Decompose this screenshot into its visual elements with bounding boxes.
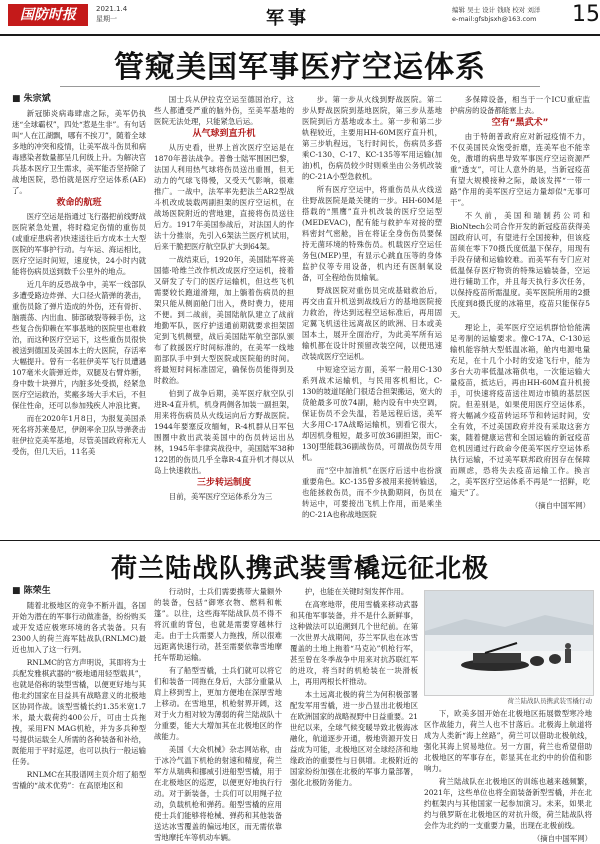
- article2-col2: [154, 586, 282, 842]
- snow-sled-photo: [424, 590, 594, 696]
- newspaper-logo: 国防时报: [8, 4, 88, 26]
- paragraph: 所有医疗空运中，将重伤员从火线送往野战医院是最关键的一步。HH-60M是搭载的“黑鹰”直升机改装的医疗空运型(MEDEVAC)，配有能与救护车对接的塑料密封气密舱，旨在将证全身伤伤员要保持无菌环境的特殊伤员。机载医疗空运任务包(MEP)里，有显示心跳血压等的身体监护仪等专用设备，机内还有医制氧设备，可全程给伤员输氧。: [302, 185, 442, 282]
- paragraph: 有了船型雪橇，士兵们就可以将它们和装备一同拖在身后，大部分重量从肩上移到雪上，更加方便地在深厚雪地上移动。在雪地里，机枪射界开阔，这对于火力相对较为薄弱的荷兰陆战队十分重要，能大大增加其在北极地区的作战能力。: [154, 666, 282, 741]
- paragraph: 医疗空运是指通过飞行器把前线野战医院紧急处置，将时稳定伤情的重伤员(或重症患病者)快速送往后方成本土大型医院的军事护行动。与车运、海运相比，医疗空运时间短，速度快，24小时内就能将伤病员送到数千公里外的地点。: [12, 212, 146, 276]
- headline-rule: [60, 86, 540, 87]
- masthead: [0, 0, 600, 36]
- paragraph: 伯到了战争后期，美军医疗航空队引进R-4直升机，机身两侧各加装一副担架，用来将伤病员从火线运向后方野战医院。1944年要塞反攻缅甸，R-4机群从日军包围圈中救出武装美国中的伤员转运出丛林，1945年非律宾战役中，美国陆军38种122团的伤员几乎全靠R-4直升机才得以从岛上快速救出。: [154, 389, 294, 475]
- paragraph: 野战医院对重伤员完成基础救治后，再交由直升机送到战线后方的基地医院接力救治，待达到远程空运标准后，再用固定翼飞机送往远离战区的欧洲、日本或美国本土，展开全面治疗，为此美军所有运输机都在设计时预留改装空间，以便迅速改装成医疗空运机。: [302, 286, 442, 361]
- paragraph: 本土远离北极的荷兰为何积极部署配发军用雪橇，进一步凸显出北极地区在欧洲国家的战略视野中日益重要。21世纪以来，全球气候变暖导致北极海冰融化，航道逐步开通，极地资源开发日益成为可能，北极地区对全球经济和地缘政治的重要性与日俱增。北极附近的国家纷纷加强在北极的军事力量部署，强化北极防务能力。: [290, 690, 418, 787]
- page-number: 15: [572, 2, 600, 27]
- section-title: 军事: [266, 8, 310, 29]
- paragraph: 国士兵从伊拉克空运至德国治疗，这些人都遭受严重的脑外伤，至美军基地的医院无法处理，只能紧急后运。: [154, 95, 294, 126]
- paragraph: 理论上，美军医疗空运机群恰恰能满足考制的运输要求。像C-17A、C-130运输机能容纳大型低温冰箱，舱内电源电量充足，在十几个小时的安途飞行中，能为多台大功率低温冰箱供电，一次能运输大量疫苗，抵达后，再由HH-60M直升机接手，可快速将疫苗送往周边市镇的基层医院。但差别是，如果使用医疗空运体系，将大幅减少疫苗转运环节和转运时间，安全有效，不过美国政府并没有采取这套方案，随着健康运营和全国运输的新冠疫苗危机因通过行政命令使美军医疗空运体系执行运输，不过美军联邦政府因存在保障而顾虑，恐将失去疫苗运输工作。换言之，美军医疗空运体系不再是“一招鲜，吃遍天”了。: [450, 323, 590, 497]
- issue-weekday: 星期一: [96, 15, 117, 23]
- paragraph: 而“空中加油机”在医疗后送中也扮演重要角色。KC-135曾多被用来接转输送，也能拯救伤员，而不少执勤期间，伤员在转运中，可要接出飞机上作用，而是乘坐的C-21A也称战地医院: [302, 466, 442, 519]
- article1-col1: [12, 94, 146, 534]
- article1-col4: [450, 94, 590, 534]
- article2-author: ■ 陈荣生: [12, 586, 51, 596]
- article2-col1: [12, 586, 146, 824]
- paragraph: 荷兰陆战队在北极地区的训练也越来越频繁，2021年，这些单位也将全面装备新型雪橇，并在北约框架内与其他国家一起参加演习。未来，如果北约与俄罗斯在北极地区的对抗升级，荷兰陆战队将会作为北约的一支重要力量，出现在北极前线。: [424, 777, 592, 830]
- paragraph: 近几年的反恐战争中，美军一线部队多遭受路边炸弹、大口径火箭弹的袭击，重伤员除了弹片造成的外伤，还有骨折、脑震荡、内出血、肺部破裂等棘手伤，这些复合伤仰赖在军事基地的医院里也难救治，而这种医疗空运下，这些重伤员很快被送到德国及美国本土的大医院，存活率大幅提升。曾有一名驻伊美军飞行员遭遇107毫米火箭弹近炸，双腿及右臂炸断，身中数十块弹片，内脏多处受损，经紧急医疗空运救治，奖瘢多场大手术后，不但保住性命，还可以参加残疾人冲浪比赛。: [12, 280, 146, 410]
- paragraph: 美国《大众机械》杂志网站称，由于冰冷气温下机枪的射速和精度，荷兰军方从瑞典和挪威引进船型雪橇，用于在北极地区的巡逻，以便更好地执行行动。对于新装备，士兵们可以用绳子拉动，负载机枪和弹药。船型雪橇的应用使士兵们能够将枪械、弹药和其他装备送达冰雪覆盖的偏远地区，而无需依靠雪地摩托车等机动车辆。: [154, 745, 282, 842]
- editor-credits: [452, 6, 572, 24]
- paragraph: 下，欧美多国开始在北极地区拓展微型寒冷地区作战能力，荷兰人也不甘落后。北极海上航道将成为人类新“海上丝路”，荷兰可以借助北极航线，强化其海上贸易地位。另一方面，荷兰也希望借助北极地区的军事存在，彰显其在北约中的价值和影响力。: [424, 709, 592, 773]
- paragraph: 目前，美军医疗空运体系分为三: [168, 492, 273, 501]
- source-note: （摘自中国军网）: [532, 834, 592, 843]
- paragraph: 从历史看，世界上首次医疗空运是在1870年普法战争。普鲁士陆军围困巴黎，法国人利用热气球将伤员送出重围，但无动力的气球飞得慢，又受天气影响，很难推广。一战中，法军率先把法兰AR2型战斗机改成装载两副担架的医疗空运机，在战场医院附近的营地建，直接将伤员送往后方。1917年美国参战后，对法国人的作法十分推崇，先引入6架法兰医疗机试用，后来干脆把医疗航空队扩大到64架。: [154, 143, 294, 251]
- paragraph: 而在2020年1月8日，为报复美国杀死名将苏莱曼尼，伊朗率余卫队导弹袭击驻伊拉克美军基地，尽管美国政府称无人受伤，但几天后，11名美: [12, 414, 146, 456]
- paragraph: 不久前，美国和瑞制药公司和BioNtech公司合作开发的新冠疫苗获得美国政府认可，有望进行全国接种，但该疫苗须在零下70摄氏度低温下保存，用现有手段存储和运输较难。而美军有专门应对低温保存医疗物资的特殊运输装备，空运进行辅助工作，并且每天执行多次任务，以保持疫苗所需温度。美军医院所用的2摄氏度到8摄氏度的冰箱里，疫苗只能保存5天。: [450, 211, 590, 319]
- subhead: 从气球到直升机: [192, 129, 256, 139]
- paragraph: 一战结束后，1920年，美国陆军将美国德·哈维兰改作机改成医疗空运机，接着又研发了专门的医疗运输机，但这些飞机需要较长跑道滑翔，加上躺着伤病员的担架只能从侧面舱门出入，费时费力，使用不便。到二战前，美国陆航队建立了战前地勤军队，医疗护送通前期就要求担架固定到飞机侧壁，战后美国陆军航空部队颁布了救援医疗时间标准的，在美军一线地面部队手中到大型医院或医院船的时间。将最短时间标准固定，确保伤员能得到及时救治。: [154, 255, 294, 385]
- date-block: [96, 4, 127, 24]
- article-divider: [0, 540, 600, 541]
- paragraph: 新冠肺炎病毒肆虐之际，美军仍执迷“全球霸权”，四处“惹是生非”。有句话叫“人在江湖飘，哪有不挨刀”，随着全球多地的冲突和疫情，让美军战斗伤员和病毒感染者数量都呈几何级上升。为解决官兵基本医疗卫生需求，美军能否坚持除了战地医院，恐怕就是医疗空运体系(AE)了。: [12, 109, 146, 195]
- article2-col3: [290, 586, 418, 824]
- paragraph: 中短途空运方面，美军一般用C-130系列战术运输机，与民用客机相比，C-130的坡道尾舱门很适合担架搬运，宽大的货舱最多可放74副，舱内设有中央空调，保证伤员不会失温，若是远程后送，美军大多用C-17A战略运输机，别看它很大，却因机身粗短，最多可放36副担架，而C-130J型能载36副战伤员，可谓战伤员专用机。: [302, 365, 442, 462]
- article2-headline: 荷兰陆战队携武装雪橇远征北极: [110, 554, 489, 584]
- issue-date: 2021.1.4: [96, 5, 128, 13]
- subhead: 救命的航班: [56, 198, 102, 208]
- paragraph: 护，也能在关键时刻发挥作用。: [304, 587, 409, 596]
- paragraph: 步。第一步从火线到野战医院。第二步从野战医院到基地医院，第三步从基地医院到后方基地或本土。第一步和第二步轨程较近，主要用HH-60M医疗直升机，第三步轨程远，飞行时间长，伤病员多搭乘C-130、C-17、KC-135等军用运输(加油)机，伤病员较少时则乘坐由公务机改装的C-21A小型急救机。: [302, 95, 442, 181]
- paragraph: 行动时，士兵们需要携带大量额外的装备，包括“御寒衣物、燃料和帐篷”。以往，这些海军陆战队员不得不将沉重的背包，也就是需要穿越林行走。由于士兵需要人力拖拽，所以很难远距离快速行动，甚至需要依靠雪地摩托车帮助运输。: [154, 587, 282, 662]
- editors-line: 编辑 吴士 设计 钱晓 校对 刘洋: [452, 6, 541, 14]
- photo-caption: 荷兰陆战队员携武装雪橇行动: [507, 697, 592, 705]
- editor-email: e-mail:gfsbjsxh@163.com: [452, 15, 537, 23]
- paragraph: 随着北极地区的竞争不断升温，各国开始为潜在的军事行动做准备，纷纷购买或开发适应极寒环境的各式装备。只有2300人的荷兰海军陆战队(RNLMC)最近也加入了这一行列。: [12, 601, 146, 654]
- paragraph: RNLMC在其股谱网主页介绍了船型雪橇的“战术优势”：在高原地区和: [12, 770, 146, 790]
- article1-col3: [302, 94, 442, 534]
- article1-author: ■ 朱宗斌: [12, 94, 51, 104]
- photo-illustration: [425, 591, 593, 695]
- article1-col2: [154, 94, 294, 534]
- article2-col4: [424, 708, 592, 843]
- paragraph: 多保障设备，相当于一个ICU重症监护病房的设备都能塞上去。: [450, 95, 590, 115]
- paragraph: 由于特朗普政府应对新冠疫情不力，不仅美国民众饱受折磨，连美军也不能幸免，激增的病患导致军事医疗空运资源严重“透支”，可让人意外的是，当新冠疫苗有望大规模接种之际，最该发挥“一带一路”作用的美军医疗空运力量却似“无事可干”。: [450, 132, 590, 207]
- article1-headline: 管窥美国军事医疗空运体系: [114, 50, 486, 85]
- source-note: （摘自中国军网）: [530, 501, 590, 510]
- paragraph: 在高寒地带，使用雪橇来移动武器和其他军事装备，并不是什么新鲜事，这种做法可以追溯到几个世纪前。在第一次世界大战期间，芬兰军队也在冰雪覆盖的土地上拖着“马克沁”机枪行军，甚至曾在冬季战争中用来对抗苏联红军的进攻，将当时的机枪装在一块滑板上，再用两根长杆推动。: [290, 600, 418, 686]
- subhead: 空有“黑武术”: [491, 118, 549, 128]
- subhead: 三步转运制度: [196, 478, 251, 488]
- paragraph: RNLMC的官方声明说，其即将为士兵配发雅棋武器的“极地通用轻型载具”，也就是俗称的装型雪橇，以便更好地与其他北约国家在目益具有战略意义的北极地区协同作战。该型雪橇长约1.35米宽1.7米，最大载荷约400公斤，可由士兵拖拽，采用FN MAG机枪，并为多兵种型号提供运载全人所需的各种装备和补给，既能用于平时巡逻，也可以执行一般运输任务。: [12, 658, 146, 766]
